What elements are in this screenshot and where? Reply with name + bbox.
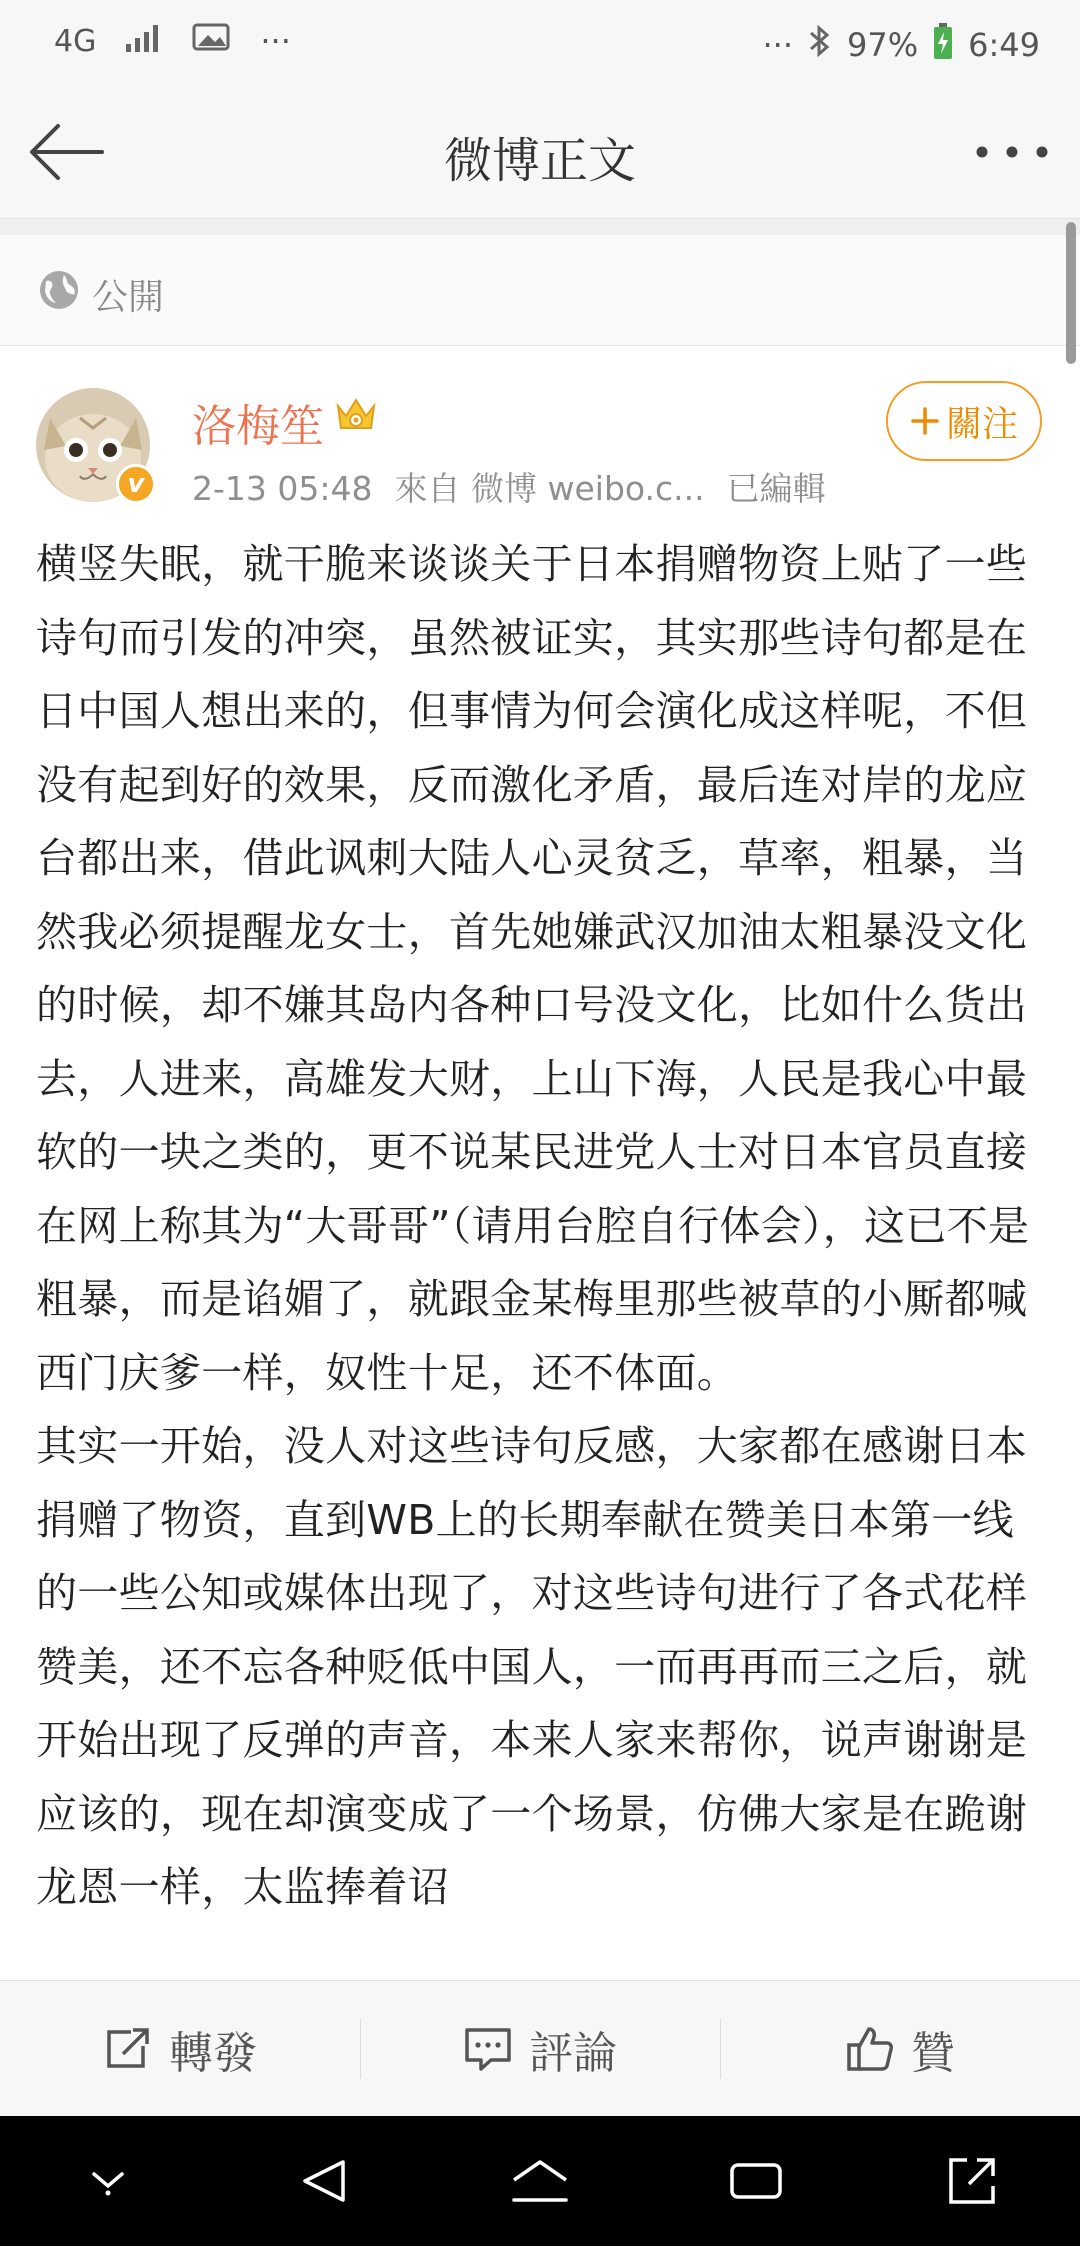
edited-label: 已編輯 <box>726 469 826 508</box>
like-button[interactable] <box>720 1981 1080 2117</box>
back-nav-button[interactable] <box>284 2141 364 2221</box>
home-button[interactable] <box>500 2141 580 2221</box>
comment-label: 評論 <box>529 2028 617 2079</box>
separator <box>0 219 1080 235</box>
verified-badge-icon: v <box>116 464 156 504</box>
author-avatar[interactable] <box>36 388 150 502</box>
repost-icon <box>103 2026 153 2072</box>
network-indicator: 4G <box>54 23 97 59</box>
more-notifications: ··· <box>260 22 291 60</box>
thumbs-up-icon <box>845 2025 895 2073</box>
more-status: ··· <box>762 26 794 64</box>
more-options-button[interactable] <box>972 130 1052 174</box>
post-meta <box>192 463 826 510</box>
plus-icon <box>910 406 940 436</box>
navigation-bar <box>0 90 1080 219</box>
author-name[interactable]: 洛梅笙 <box>192 401 324 452</box>
crown-icon <box>334 394 378 438</box>
battery-percent: 97% <box>847 26 919 64</box>
clock: 6:49 <box>968 26 1040 64</box>
page-title: 微博正文 <box>443 133 636 189</box>
comment-button[interactable] <box>360 1981 720 2117</box>
like-label: 贊 <box>911 2028 955 2079</box>
repost-button[interactable] <box>0 1981 360 2117</box>
scrollbar[interactable] <box>1066 222 1076 364</box>
home-icon <box>510 2158 570 2204</box>
follow-label: 關注 <box>945 403 1018 445</box>
expand-diagonal-icon <box>947 2156 997 2206</box>
image-icon <box>192 22 232 60</box>
repost-label: 轉發 <box>169 2028 257 2079</box>
status-bar <box>0 0 1080 90</box>
globe-icon <box>38 269 80 315</box>
system-navigation-bar <box>0 2116 1080 2246</box>
bluetooth-icon <box>807 23 833 67</box>
comment-icon <box>463 2026 513 2072</box>
recent-apps-icon <box>728 2159 784 2203</box>
post-content <box>36 528 1044 1980</box>
chevron-down-icon <box>86 2166 130 2196</box>
post-paragraph: 其实一开始，没人对这些诗句反感，大家都在感谢日本捐赠了物资，直到WB上的长期奉献在赞美日本第一线的一些公知或媒体出现了，对这些诗句进行了各式花样赞美，还不忘各种贬低中国人，一而再再而三之后，就开始出现了反弹的声音，本来人家来帮你，说声谢谢是应该的，现在却演变成了一个场景，仿佛大家是在跪谢龙恩一样，太监捧着诏 <box>36 1422 1028 1911</box>
post-paragraph: 横竖失眠，就干脆来谈谈关于日本捐赠物资上贴了一些诗句而引发的冲突，虽然被证实，其实那些诗句都是在日中国人想出来的，但事情为何会演化成这样呢，不但没有起到好的效果，反而激化矛盾，最后连对岸的龙应台都出来，借此讽刺大陆人心灵贫乏，草率，粗暴，当然我必须提醒龙女士，首先她嫌武汉加油太粗暴没文化的时候，却不嫌其岛内各种口号没文化，比如什么货出去，人进来，高雄发大财，上山下海，人民是我心中最软的一块之类的，更不说某民进党人士对日本官员直接在网上称其为“大哥哥”（请用台腔自行体会），这已不是粗暴，而是谄媚了，就跟金某梅里那些被草的小厮都喊西门庆爹一样，奴性十足，还不体面。 <box>36 540 1030 1397</box>
follow-button[interactable] <box>886 381 1042 461</box>
signal-icon <box>124 22 164 60</box>
post-source: 來自 微博 weibo.c... <box>394 469 705 508</box>
hide-keyboard-button[interactable] <box>68 2141 148 2221</box>
visibility-row <box>0 235 1080 346</box>
post-time: 2-13 05:48 <box>192 469 373 508</box>
expand-button[interactable] <box>932 2141 1012 2221</box>
visibility-label: 公開 <box>92 277 165 318</box>
recent-apps-button[interactable] <box>716 2141 796 2221</box>
battery-icon <box>932 22 954 68</box>
more-horizontal-icon <box>972 130 1052 174</box>
triangle-back-icon <box>299 2156 349 2206</box>
action-bar <box>0 1980 1080 2117</box>
